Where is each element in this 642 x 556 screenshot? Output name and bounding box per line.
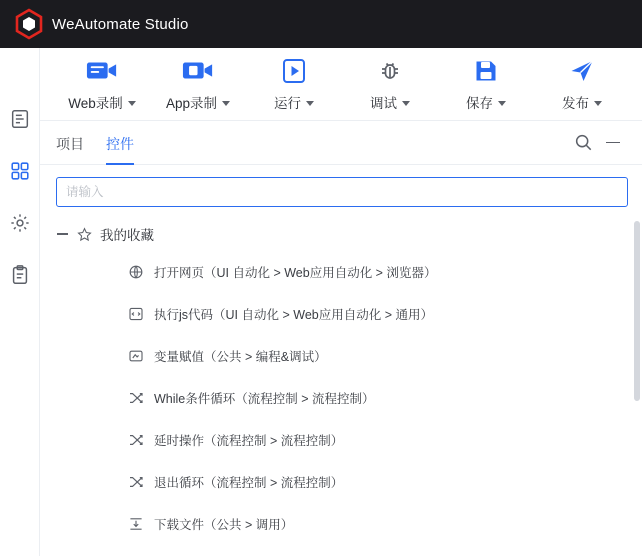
toolbar-label-app-record: App录制 — [165, 96, 218, 111]
list-item[interactable] — [56, 335, 630, 377]
left-rail — [0, 48, 40, 556]
list-item-label: While条件循环（流程控制 > 流程控制） — [154, 392, 375, 406]
sidebar-item-document[interactable] — [7, 106, 33, 132]
list-item[interactable] — [56, 503, 630, 545]
app-title: WeAutomate Studio — [52, 15, 189, 33]
list-item-label: 执行js代码（UI 自动化 > Web应用自动化 > 通用） — [154, 308, 433, 322]
list-item-label: 打开网页（UI 自动化 > Web应用自动化 > 浏览器） — [154, 266, 437, 280]
title-bar — [0, 0, 642, 48]
main-toolbar — [40, 48, 642, 121]
list-item[interactable] — [56, 377, 630, 419]
tab-controls[interactable]: 控件 — [106, 121, 134, 165]
toolbar-button-run[interactable] — [246, 49, 342, 119]
chevron-down-icon[interactable] — [222, 101, 230, 106]
toolbar-button-debug[interactable] — [342, 49, 438, 119]
toolbar-button-publish[interactable] — [534, 49, 630, 119]
list-item-label: 延时操作（流程控制 > 流程控制） — [154, 434, 344, 448]
chevron-down-icon[interactable] — [594, 101, 602, 106]
toolbar-label-save: 保存 — [466, 96, 493, 111]
list-item-label: 退出循环（流程控制 > 流程控制） — [154, 476, 344, 490]
search-icon[interactable] — [568, 128, 598, 158]
chevron-down-icon[interactable] — [402, 101, 410, 106]
list-item[interactable] — [56, 251, 630, 293]
star-icon — [77, 227, 92, 242]
list-item[interactable] — [56, 419, 630, 461]
sidebar-item-settings[interactable] — [7, 210, 33, 236]
toolbar-label-run: 运行 — [274, 96, 301, 111]
while-loop-icon — [128, 390, 144, 406]
publish-send-icon — [569, 56, 595, 86]
download-file-icon — [128, 516, 144, 532]
execute-js-icon — [128, 306, 144, 322]
collapse-minus-icon[interactable] — [56, 228, 69, 241]
list-item[interactable] — [56, 461, 630, 503]
sidebar-item-clipboard[interactable] — [7, 262, 33, 288]
controls-tree — [40, 217, 642, 556]
list-item-label: 变量赋值（公共 > 编程&调试） — [154, 350, 327, 364]
list-item-label: 下载文件（公共 > 调用） — [154, 518, 294, 532]
toolbar-label-debug: 调试 — [370, 96, 397, 111]
chevron-down-icon[interactable] — [498, 101, 506, 106]
open-webpage-icon — [128, 264, 144, 280]
app-record-icon — [182, 56, 214, 86]
variable-assign-icon — [128, 348, 144, 364]
minimize-icon[interactable] — [598, 128, 628, 158]
app-body — [0, 48, 642, 556]
hexagon-logo-icon — [14, 8, 44, 40]
run-icon — [281, 56, 307, 86]
toolbar-button-save[interactable] — [438, 49, 534, 119]
main-column — [40, 48, 642, 556]
delay-icon — [128, 432, 144, 448]
tree-group-label: 我的收藏 — [100, 228, 154, 243]
exit-loop-icon — [128, 474, 144, 490]
search-input[interactable] — [56, 177, 628, 207]
search-row — [40, 165, 642, 217]
tree-scrollbar[interactable] — [634, 221, 640, 556]
chevron-down-icon[interactable] — [306, 101, 314, 106]
tree-scrollbar-thumb[interactable] — [634, 221, 640, 401]
debug-bug-icon — [377, 56, 403, 86]
tab-project[interactable]: 项目 — [56, 135, 84, 152]
web-record-icon — [86, 56, 118, 86]
toolbar-button-app-record[interactable] — [150, 49, 246, 119]
panel-tabs — [40, 121, 642, 165]
sidebar-item-components[interactable] — [7, 158, 33, 184]
toolbar-label-web-record: Web录制 — [68, 96, 123, 111]
tree-group-favorites[interactable] — [56, 217, 630, 251]
save-disk-icon — [473, 56, 499, 86]
list-item[interactable] — [56, 293, 630, 335]
toolbar-label-publish: 发布 — [562, 96, 589, 111]
chevron-down-icon[interactable] — [128, 101, 136, 106]
toolbar-button-web-record[interactable] — [54, 49, 150, 119]
